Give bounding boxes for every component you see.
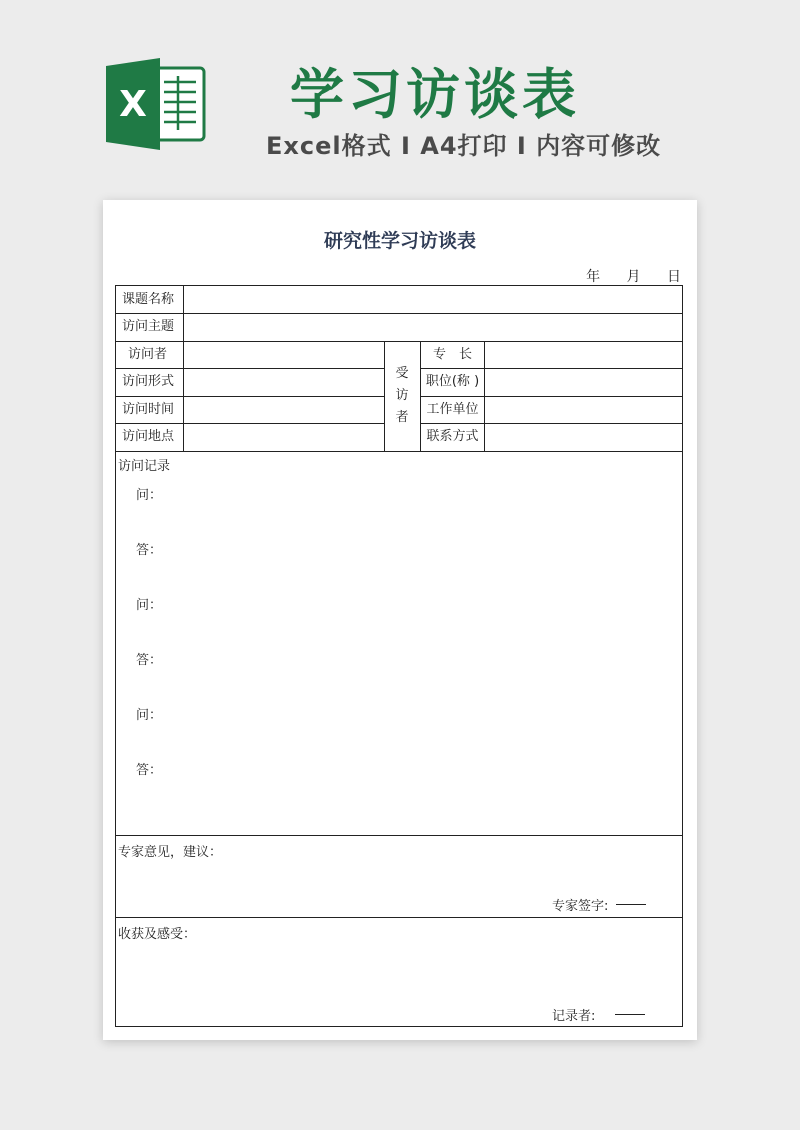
label-visit-record: 访问记录 [118, 459, 171, 474]
row-divider [116, 451, 682, 452]
excel-logo-icon [102, 58, 208, 150]
visit-place-field[interactable] [184, 424, 384, 451]
question-label: 问： [136, 708, 163, 723]
position-field[interactable] [485, 369, 682, 396]
signature-line[interactable] [615, 1014, 645, 1016]
interviewee-char: 者 [395, 410, 409, 425]
label-topic-name: 课题名称 [122, 292, 175, 307]
interviewee-char: 受 [395, 366, 409, 381]
interviewee-char: 访 [395, 388, 409, 403]
workplace-field[interactable] [485, 397, 682, 423]
topic-name-field[interactable] [184, 286, 682, 313]
banner-subtitle: Excel格式 I A4打印 I 内容可修改 [266, 132, 662, 160]
excel-logo-letter: X [119, 84, 147, 125]
specialty-field[interactable] [485, 342, 682, 368]
visitor-field[interactable] [184, 342, 384, 368]
visit-time-field[interactable] [184, 397, 384, 423]
banner-title: 学习访谈表 [290, 63, 580, 126]
label-visitor: 访问者 [128, 347, 168, 362]
answer-label: 答： [136, 543, 163, 558]
label-harvest: 收获及感受： [118, 927, 197, 942]
date-month: 月 [626, 269, 641, 285]
row-divider [116, 917, 682, 918]
contact-field[interactable] [485, 424, 682, 451]
label-visit-form: 访问形式 [122, 374, 175, 389]
date-line [564, 266, 681, 286]
row-divider [116, 835, 682, 836]
date-day: 日 [667, 269, 681, 285]
expert-signature-label: 专家签字: [552, 899, 609, 914]
answer-label: 答： [136, 763, 163, 778]
form-paper [103, 200, 697, 1040]
date-year: 年 [586, 269, 601, 285]
recorder-label: 记录者: [552, 1009, 596, 1024]
interviewee-label [384, 341, 420, 451]
question-label: 问： [136, 488, 163, 503]
visit-subject-field[interactable] [184, 314, 682, 341]
label-workplace: 工作单位 [426, 402, 479, 417]
label-expert-opinion: 专家意见，建议： [118, 845, 223, 860]
interview-form-table [115, 285, 683, 1027]
question-label: 问： [136, 598, 163, 613]
label-visit-place: 访问地点 [122, 429, 175, 444]
label-position: 职位(称 ) [425, 374, 480, 389]
label-specialty: 专 长 [432, 347, 472, 362]
label-contact: 联系方式 [426, 429, 479, 444]
recorder-signature [552, 1005, 645, 1024]
expert-signature [552, 895, 646, 914]
document-title: 研究性学习访谈表 [323, 230, 476, 252]
answer-label: 答： [136, 653, 163, 668]
label-visit-subject: 访问主题 [122, 319, 175, 334]
label-visit-time: 访问时间 [122, 402, 175, 417]
signature-line[interactable] [616, 904, 646, 906]
visit-form-field[interactable] [184, 369, 384, 396]
